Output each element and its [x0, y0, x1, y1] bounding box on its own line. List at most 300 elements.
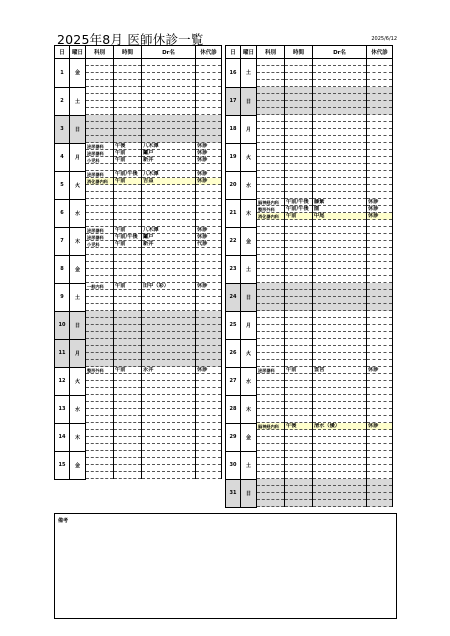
time-line	[114, 465, 141, 472]
cell-dept[interactable]	[257, 367, 285, 395]
cell-doctor[interactable]	[313, 479, 367, 507]
sub-line	[367, 94, 392, 101]
cell-doctor[interactable]	[142, 87, 196, 115]
dept-line: 脳神経内科	[257, 199, 284, 206]
doctor-line	[313, 472, 366, 479]
cell-sub[interactable]	[367, 59, 393, 88]
cell-time[interactable]	[285, 87, 313, 115]
sub-line	[367, 297, 392, 304]
doctor-line	[142, 346, 195, 353]
cell-dept[interactable]	[86, 143, 114, 171]
time-line	[285, 416, 312, 423]
time-line	[285, 360, 312, 367]
cell-doctor[interactable]	[313, 227, 367, 255]
cell-doctor[interactable]	[142, 255, 196, 283]
dept-line	[257, 178, 284, 185]
cell-dept[interactable]	[257, 451, 285, 479]
weekday: 火	[70, 367, 86, 395]
doctor-line: 藤紫	[313, 199, 366, 206]
dept-line	[86, 213, 113, 220]
cell-time[interactable]	[285, 311, 313, 339]
doctor-line	[313, 115, 366, 122]
cell-time[interactable]	[114, 339, 142, 367]
time-line	[285, 395, 312, 402]
cell-dept[interactable]	[86, 423, 114, 451]
cell-time[interactable]	[114, 255, 142, 283]
doctor-line	[313, 353, 366, 360]
dept-line	[86, 192, 113, 199]
cell-sub[interactable]	[196, 423, 222, 451]
dept-line	[86, 395, 113, 402]
sub-line	[196, 248, 221, 255]
time-line	[114, 262, 141, 269]
cell-dept[interactable]	[257, 227, 285, 255]
cell-time[interactable]	[114, 311, 142, 339]
time-line	[285, 87, 312, 94]
sub-line	[367, 493, 392, 500]
dept-line	[257, 143, 284, 150]
cell-doctor[interactable]	[313, 115, 367, 143]
cell-sub[interactable]	[196, 451, 222, 479]
cell-time[interactable]	[285, 115, 313, 143]
cell-dept[interactable]	[257, 87, 285, 115]
cell-sub[interactable]	[367, 227, 393, 255]
dept-line	[257, 227, 284, 234]
cell-doctor[interactable]	[313, 395, 367, 423]
time-line	[285, 304, 312, 311]
doctor-line: 吉益	[142, 178, 195, 185]
day-row	[55, 143, 222, 171]
cell-dept[interactable]	[257, 115, 285, 143]
cell-doctor[interactable]	[142, 339, 196, 367]
cell-dept[interactable]	[257, 283, 285, 311]
day-number: 28	[226, 395, 241, 423]
sub-line	[196, 353, 221, 360]
sub-line	[196, 129, 221, 136]
sub-line	[196, 199, 221, 206]
sub-line	[367, 108, 392, 115]
doctor-line	[313, 171, 366, 178]
doctor-line	[142, 269, 195, 276]
cell-doctor[interactable]	[313, 255, 367, 283]
dept-line	[257, 402, 284, 409]
cell-time[interactable]	[114, 423, 142, 451]
dept-line: 消化器内科	[86, 178, 113, 185]
cell-dept[interactable]	[86, 171, 114, 199]
sub-line	[367, 311, 392, 318]
dept-line	[257, 136, 284, 143]
cell-dept[interactable]	[86, 395, 114, 423]
doctor-line	[313, 248, 366, 255]
doctor-line	[142, 80, 195, 87]
cell-time[interactable]	[114, 59, 142, 88]
cell-dept[interactable]	[86, 59, 114, 88]
dept-line: 整形外科	[257, 206, 284, 213]
time-line	[114, 437, 141, 444]
cell-time[interactable]	[285, 423, 313, 451]
sub-line	[196, 325, 221, 332]
cell-doctor[interactable]	[313, 143, 367, 171]
time-line	[114, 213, 141, 220]
doctor-line	[313, 416, 366, 423]
sub-line	[367, 444, 392, 451]
day-row	[55, 199, 222, 227]
cell-dept[interactable]	[86, 199, 114, 227]
doctor-line	[313, 136, 366, 143]
time-line: 午前	[114, 241, 141, 248]
sub-line	[367, 227, 392, 234]
cell-sub[interactable]	[367, 367, 393, 395]
sub-line	[196, 192, 221, 199]
day-number: 26	[226, 339, 241, 367]
cell-dept[interactable]	[257, 339, 285, 367]
day-row	[226, 451, 393, 479]
cell-dept[interactable]	[257, 423, 285, 451]
time-line	[114, 423, 141, 430]
cell-dept[interactable]	[257, 479, 285, 507]
cell-sub[interactable]	[196, 227, 222, 255]
weekday: 木	[241, 199, 257, 227]
weekday: 日	[70, 311, 86, 339]
cell-time[interactable]	[114, 395, 142, 423]
cell-time[interactable]	[285, 451, 313, 479]
cell-doctor[interactable]	[313, 339, 367, 367]
cell-sub[interactable]	[196, 171, 222, 199]
dept-line	[257, 360, 284, 367]
time-line	[285, 409, 312, 416]
time-line	[285, 451, 312, 458]
cell-sub[interactable]	[196, 115, 222, 143]
time-line	[114, 311, 141, 318]
doctor-line	[313, 388, 366, 395]
dept-line	[257, 353, 284, 360]
cell-time[interactable]	[114, 451, 142, 479]
day-number: 18	[226, 115, 241, 143]
sub-line	[367, 339, 392, 346]
cell-doctor[interactable]	[142, 283, 196, 311]
cell-doctor[interactable]	[313, 87, 367, 115]
sub-line	[367, 129, 392, 136]
header-row	[226, 46, 393, 59]
cell-time[interactable]	[285, 367, 313, 395]
memo-box[interactable]	[54, 513, 397, 619]
time-line	[285, 59, 312, 66]
cell-sub[interactable]	[367, 339, 393, 367]
cell-sub[interactable]	[196, 143, 222, 171]
doctor-line	[313, 430, 366, 437]
cell-doctor[interactable]	[142, 143, 196, 171]
cell-sub[interactable]	[196, 339, 222, 367]
doctor-line	[142, 353, 195, 360]
time-line: 午前/午後	[285, 206, 312, 213]
cell-doctor[interactable]	[142, 227, 196, 255]
header-dept: 科別	[86, 46, 114, 59]
time-line	[285, 185, 312, 192]
cell-doctor[interactable]	[142, 311, 196, 339]
doctor-line	[142, 290, 195, 297]
cell-sub[interactable]	[367, 311, 393, 339]
doctor-line	[142, 304, 195, 311]
cell-dept[interactable]	[86, 227, 114, 255]
cell-time[interactable]	[285, 283, 313, 311]
time-line	[285, 479, 312, 486]
dept-line	[257, 374, 284, 381]
cell-sub[interactable]	[367, 255, 393, 283]
doctor-line: 中尾	[313, 213, 366, 220]
weekday: 土	[70, 283, 86, 311]
doctor-line	[313, 122, 366, 129]
sub-line	[367, 290, 392, 297]
cell-time[interactable]	[285, 199, 313, 227]
cell-doctor[interactable]	[142, 423, 196, 451]
cell-doctor[interactable]	[142, 451, 196, 479]
time-line	[114, 101, 141, 108]
cell-dept[interactable]	[257, 143, 285, 171]
cell-time[interactable]	[285, 59, 313, 88]
time-line	[114, 129, 141, 136]
cell-time[interactable]	[285, 227, 313, 255]
cell-doctor[interactable]	[142, 171, 196, 199]
day-number: 21	[226, 199, 241, 227]
dept-line	[86, 465, 113, 472]
dept-line	[86, 66, 113, 73]
day-number: 8	[55, 255, 70, 283]
cell-time[interactable]	[285, 255, 313, 283]
doctor-line	[313, 164, 366, 171]
time-line	[114, 304, 141, 311]
cell-sub[interactable]	[196, 59, 222, 88]
dept-line	[257, 318, 284, 325]
dept-line	[257, 241, 284, 248]
dept-line	[257, 430, 284, 437]
cell-sub[interactable]	[367, 199, 393, 227]
cell-time[interactable]	[285, 339, 313, 367]
cell-sub[interactable]	[367, 479, 393, 507]
time-line	[285, 255, 312, 262]
dept-line: 消化器内科	[257, 213, 284, 220]
cell-sub[interactable]	[367, 283, 393, 311]
cell-dept[interactable]	[86, 311, 114, 339]
day-number: 14	[55, 423, 70, 451]
dept-line: 泌尿器科	[86, 171, 113, 178]
cell-sub[interactable]	[196, 395, 222, 423]
cell-sub[interactable]	[367, 423, 393, 451]
cell-sub[interactable]	[367, 171, 393, 199]
cell-dept[interactable]	[257, 59, 285, 88]
doctor-line: 田中（彩）	[142, 283, 195, 290]
cell-sub[interactable]	[367, 87, 393, 115]
time-line	[114, 248, 141, 255]
sub-line	[196, 94, 221, 101]
dept-line	[257, 157, 284, 164]
doctor-line	[313, 409, 366, 416]
cell-dept[interactable]	[86, 255, 114, 283]
cell-doctor[interactable]	[313, 171, 367, 199]
doctor-line	[142, 311, 195, 318]
time-line	[285, 108, 312, 115]
dept-line	[257, 332, 284, 339]
dept-line	[257, 444, 284, 451]
dept-line	[257, 297, 284, 304]
sub-line	[367, 157, 392, 164]
sub-line: 休診	[196, 227, 221, 234]
dept-line: 脳神経内科	[257, 423, 284, 430]
doctor-line	[313, 255, 366, 262]
cell-dept[interactable]	[257, 311, 285, 339]
cell-time[interactable]	[114, 171, 142, 199]
sub-line	[367, 59, 392, 66]
cell-doctor[interactable]	[142, 367, 196, 395]
cell-doctor[interactable]	[313, 283, 367, 311]
header-doctor: Dr名	[313, 46, 367, 59]
cell-dept[interactable]	[86, 339, 114, 367]
day-row	[55, 59, 222, 88]
time-line: 午前	[114, 227, 141, 234]
day-row	[55, 115, 222, 143]
dept-line	[257, 325, 284, 332]
cell-dept[interactable]	[86, 367, 114, 395]
cell-sub[interactable]	[367, 143, 393, 171]
doctor-line	[142, 115, 195, 122]
cell-sub[interactable]	[196, 255, 222, 283]
time-line	[285, 192, 312, 199]
dept-line	[257, 255, 284, 262]
sub-line	[196, 213, 221, 220]
time-line	[285, 178, 312, 185]
dept-line	[86, 437, 113, 444]
dept-line	[86, 269, 113, 276]
day-number: 10	[55, 311, 70, 339]
sub-line	[367, 66, 392, 73]
sub-line	[196, 269, 221, 276]
cell-dept[interactable]	[257, 395, 285, 423]
cell-time[interactable]	[114, 87, 142, 115]
cell-doctor[interactable]	[142, 59, 196, 88]
weekday: 火	[241, 143, 257, 171]
dept-line	[86, 297, 113, 304]
cell-doctor[interactable]	[142, 115, 196, 143]
cell-doctor[interactable]	[313, 59, 367, 88]
time-line	[114, 374, 141, 381]
cell-dept[interactable]	[86, 87, 114, 115]
sub-line	[196, 164, 221, 171]
time-line	[285, 346, 312, 353]
day-number: 24	[226, 283, 241, 311]
time-line	[114, 353, 141, 360]
cell-doctor[interactable]	[313, 423, 367, 451]
cell-sub[interactable]	[196, 199, 222, 227]
dept-line	[257, 465, 284, 472]
sub-line	[196, 360, 221, 367]
time-line	[114, 136, 141, 143]
day-row	[55, 87, 222, 115]
cell-sub[interactable]	[367, 451, 393, 479]
time-line	[285, 332, 312, 339]
dept-line	[257, 66, 284, 73]
cell-time[interactable]	[114, 115, 142, 143]
sub-line: 休診	[367, 213, 392, 220]
dept-line	[257, 276, 284, 283]
doctor-line	[142, 297, 195, 304]
day-number: 17	[226, 87, 241, 115]
day-row	[55, 451, 222, 479]
time-line	[285, 283, 312, 290]
cell-sub[interactable]	[196, 367, 222, 395]
doctor-line	[313, 325, 366, 332]
doctor-line	[142, 332, 195, 339]
day-row	[226, 115, 393, 143]
dept-line	[86, 388, 113, 395]
cell-dept[interactable]	[86, 283, 114, 311]
time-line	[114, 395, 141, 402]
day-number: 13	[55, 395, 70, 423]
sub-line	[367, 409, 392, 416]
day-row	[226, 283, 393, 311]
cell-doctor[interactable]	[142, 199, 196, 227]
cell-dept[interactable]	[257, 171, 285, 199]
cell-time[interactable]	[114, 227, 142, 255]
doctor-line	[313, 227, 366, 234]
cell-sub[interactable]	[367, 395, 393, 423]
doctor-line	[142, 87, 195, 94]
cell-dept[interactable]	[257, 199, 285, 227]
time-line	[114, 444, 141, 451]
cell-time[interactable]	[114, 283, 142, 311]
cell-dept[interactable]	[257, 255, 285, 283]
weekday: 月	[241, 115, 257, 143]
doctor-line: 鬮戸	[142, 234, 195, 241]
time-line	[285, 465, 312, 472]
cell-time[interactable]	[285, 171, 313, 199]
dept-line	[86, 220, 113, 227]
header-weekday: 曜日	[70, 46, 86, 59]
cell-doctor[interactable]	[313, 367, 367, 395]
sub-line	[367, 101, 392, 108]
weekday: 日	[241, 87, 257, 115]
dept-line	[257, 304, 284, 311]
time-line	[114, 318, 141, 325]
time-line	[285, 220, 312, 227]
cell-time[interactable]	[114, 143, 142, 171]
cell-doctor[interactable]	[142, 395, 196, 423]
sub-line	[196, 339, 221, 346]
cell-time[interactable]	[285, 143, 313, 171]
cell-sub[interactable]	[196, 87, 222, 115]
sub-line	[367, 178, 392, 185]
cell-time[interactable]	[285, 395, 313, 423]
cell-dept[interactable]	[86, 115, 114, 143]
cell-sub[interactable]	[196, 283, 222, 311]
sub-line: 休診	[367, 199, 392, 206]
cell-doctor[interactable]	[313, 311, 367, 339]
cell-dept[interactable]	[86, 451, 114, 479]
doctor-line	[142, 94, 195, 101]
cell-doctor[interactable]	[313, 199, 367, 227]
cell-time[interactable]	[114, 367, 142, 395]
doctor-line: 新井	[142, 241, 195, 248]
dept-line	[86, 304, 113, 311]
cell-sub[interactable]	[367, 115, 393, 143]
doctor-line	[142, 108, 195, 115]
doctor-line	[313, 59, 366, 66]
header-time: 時間	[285, 46, 313, 59]
doctor-line	[142, 437, 195, 444]
cell-sub[interactable]	[196, 311, 222, 339]
cell-time[interactable]	[285, 479, 313, 507]
cell-time[interactable]	[114, 199, 142, 227]
cell-doctor[interactable]	[313, 451, 367, 479]
day-number: 16	[226, 59, 241, 88]
